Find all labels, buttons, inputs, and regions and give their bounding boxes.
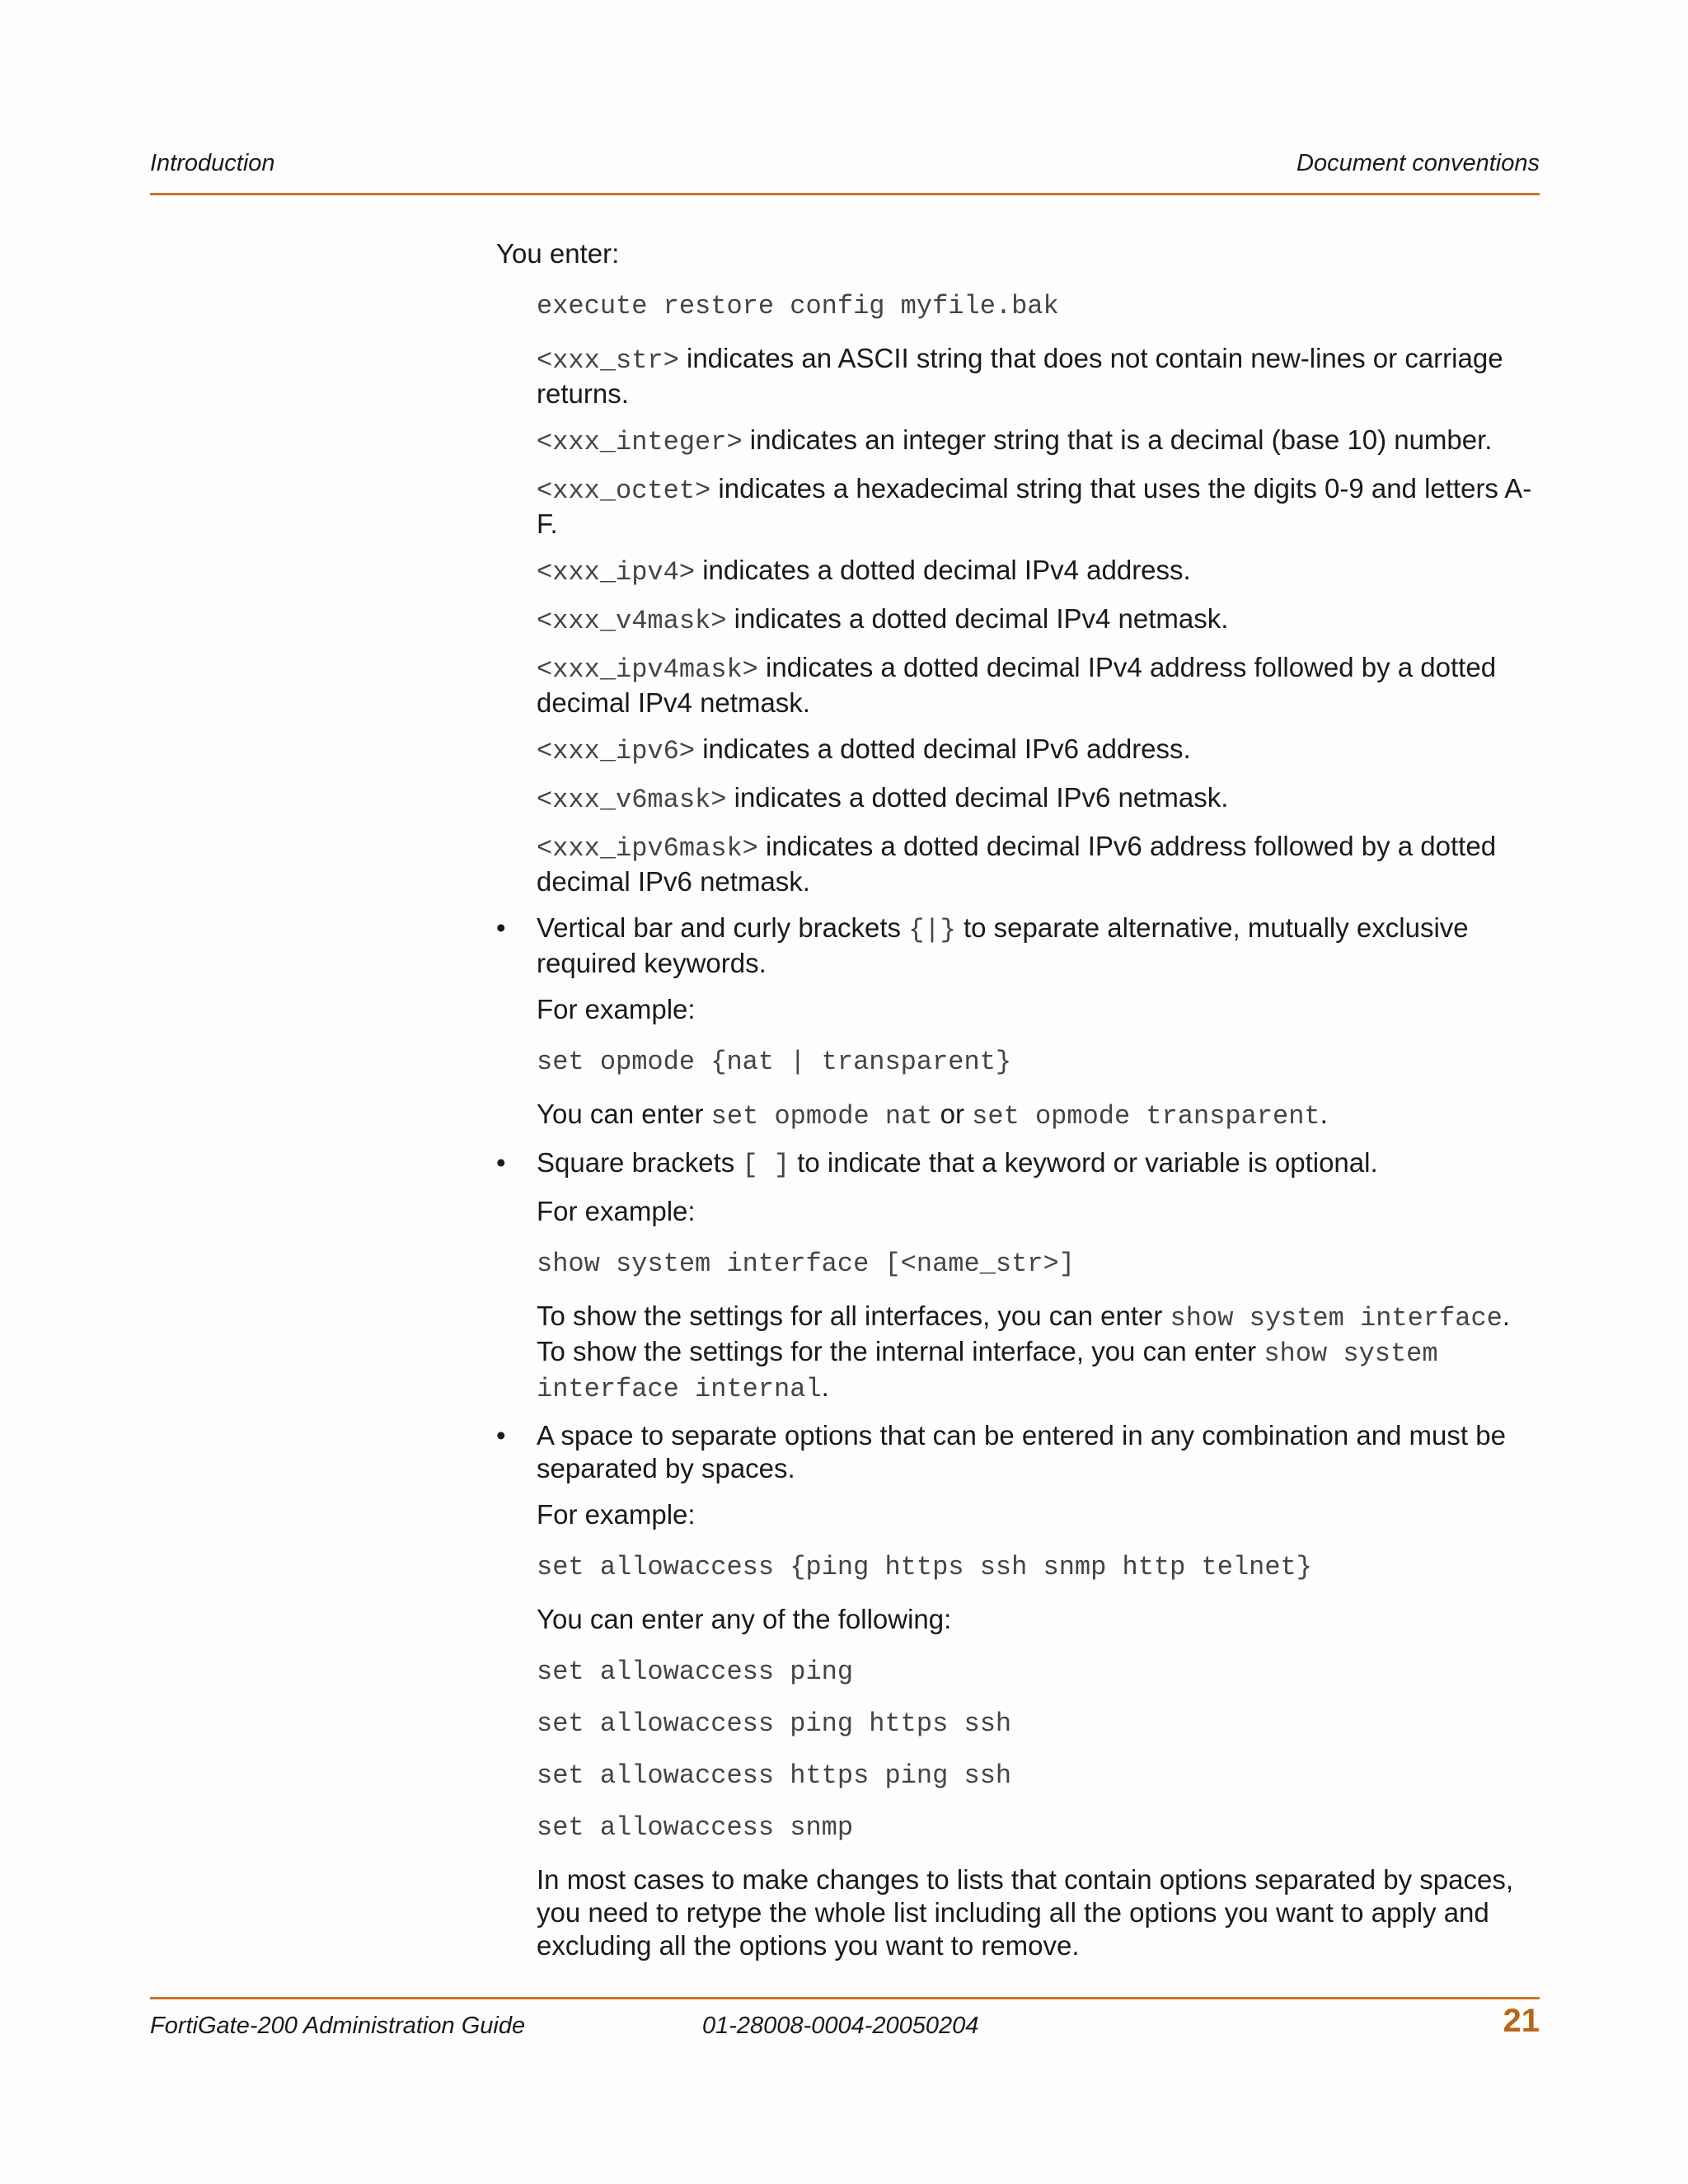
inline-code: show system interface [1170, 1303, 1503, 1333]
explanation-text: . [821, 1371, 829, 1402]
def-octet [496, 472, 1541, 541]
inline-code: show system interface internal [537, 1338, 1438, 1404]
inline-code: [ ] [742, 1150, 790, 1180]
for-example-label: For example: [537, 1499, 696, 1530]
def-code: <xxx_ipv4mask> [537, 654, 758, 685]
for-example-label: For example: [537, 1196, 696, 1226]
def-text: indicates an integer string that is a decimal (base 10) number. [742, 424, 1493, 455]
def-ipv6 [496, 733, 1541, 768]
def-ipv4mask [496, 651, 1541, 719]
def-code: <xxx_ipv6mask> [537, 833, 758, 864]
def-v4mask [496, 602, 1541, 638]
bullet-text: to separate alternative, mutually exclusive required keywords. [537, 912, 1469, 978]
explanation-text: To show the settings for all interfaces, you can enter [537, 1301, 1170, 1331]
header-section-title: Introduction [150, 150, 275, 176]
code-example: set allowaccess ping https ssh [537, 1708, 1012, 1739]
lead-text: You enter: [496, 238, 620, 269]
bullet-item-square-brackets [496, 1146, 1541, 1182]
bullet-text: to indicate that a keyword or variable is optional. [790, 1147, 1378, 1178]
def-code: <xxx_v6mask> [537, 785, 727, 815]
def-ipv6mask [496, 830, 1541, 898]
page-footer [150, 2003, 1540, 2052]
footer-guide-title: FortiGate-200 Administration Guide [150, 2013, 526, 2039]
inline-code: set opmode transparent [972, 1101, 1320, 1132]
def-v6mask [496, 781, 1541, 817]
def-integer [496, 424, 1541, 459]
code-example: set allowaccess ping [537, 1657, 854, 1687]
def-code: <xxx_str> [537, 345, 679, 376]
explanation-text: You can enter [537, 1099, 711, 1129]
def-code: <xxx_integer> [537, 427, 743, 457]
explanation-text: . To show the settings for the internal interface, you can enter [537, 1301, 1511, 1366]
any-of-following: You can enter any of the following: [537, 1604, 952, 1634]
code-restore: execute restore config myfile.bak [537, 291, 1059, 321]
bullet-text: Square brackets [537, 1147, 743, 1178]
bullet-item-curly-brackets [496, 912, 1541, 980]
explanation-text: . [1320, 1099, 1328, 1129]
footer-rule [150, 1997, 1540, 1999]
opmode-explanation [496, 1098, 1541, 1133]
def-code: <xxx_v4mask> [537, 606, 727, 636]
inline-code: set opmode nat [710, 1101, 933, 1132]
def-text: indicates an ASCII string that does not contain new-lines or carriage returns. [537, 343, 1503, 409]
explanation-text: or [932, 1099, 973, 1129]
def-text: indicates a dotted decimal IPv4 address followed by a dotted decimal IPv4 netmask. [537, 652, 1497, 718]
def-code: <xxx_ipv6> [537, 736, 696, 766]
code-allowaccess: set allowaccess {ping https ssh snmp http telnet} [537, 1552, 1312, 1582]
def-text: indicates a dotted decimal IPv6 address followed by a dotted decimal IPv6 netmask. [537, 831, 1497, 897]
def-str [496, 342, 1541, 410]
def-text: indicates a dotted decimal IPv6 address. [695, 733, 1191, 764]
interface-explanation [496, 1300, 1541, 1406]
code-example: set allowaccess snmp [537, 1812, 854, 1843]
def-text: indicates a dotted decimal IPv4 address. [695, 555, 1191, 585]
def-ipv4 [496, 554, 1541, 589]
bullet-icon: • [496, 912, 506, 943]
def-code: <xxx_octet> [537, 476, 711, 506]
bullet-item-space-separated [496, 1419, 1541, 1485]
def-text: indicates a dotted decimal IPv4 netmask. [726, 603, 1229, 634]
inline-code: {|} [908, 915, 956, 945]
page-number: 21 [1503, 2003, 1540, 2039]
code-opmode: set opmode {nat | transparent} [537, 1047, 1012, 1077]
header-rule [150, 193, 1540, 195]
bullet-text: A space to separate options that can be entered in any combination and must be separated by spaces. [537, 1420, 1506, 1483]
def-code: <xxx_ipv4> [537, 557, 696, 588]
def-text: indicates a dotted decimal IPv6 netmask. [726, 782, 1229, 813]
code-show-interface: show system interface [<name_str>] [537, 1249, 1075, 1279]
for-example-label: For example: [537, 994, 696, 1024]
code-example: set allowaccess https ping ssh [537, 1760, 1012, 1791]
main-content [496, 237, 1541, 1975]
bullet-icon: • [496, 1147, 506, 1178]
footer-document-number: 01-28008-0004-20050204 [702, 2013, 979, 2039]
closing-paragraph: In most cases to make changes to lists that contain options separated by spaces, you need to retype the whole list including all the options you want to apply and excluding all the options you want to remove. [537, 1864, 1513, 1961]
bullet-icon: • [496, 1420, 506, 1451]
def-text: indicates a hexadecimal string that uses the digits 0-9 and letters A-F. [537, 473, 1532, 539]
header-chapter-title: Document conventions [1296, 150, 1540, 176]
bullet-text: Vertical bar and curly brackets [537, 912, 909, 943]
page-header [150, 150, 1540, 177]
